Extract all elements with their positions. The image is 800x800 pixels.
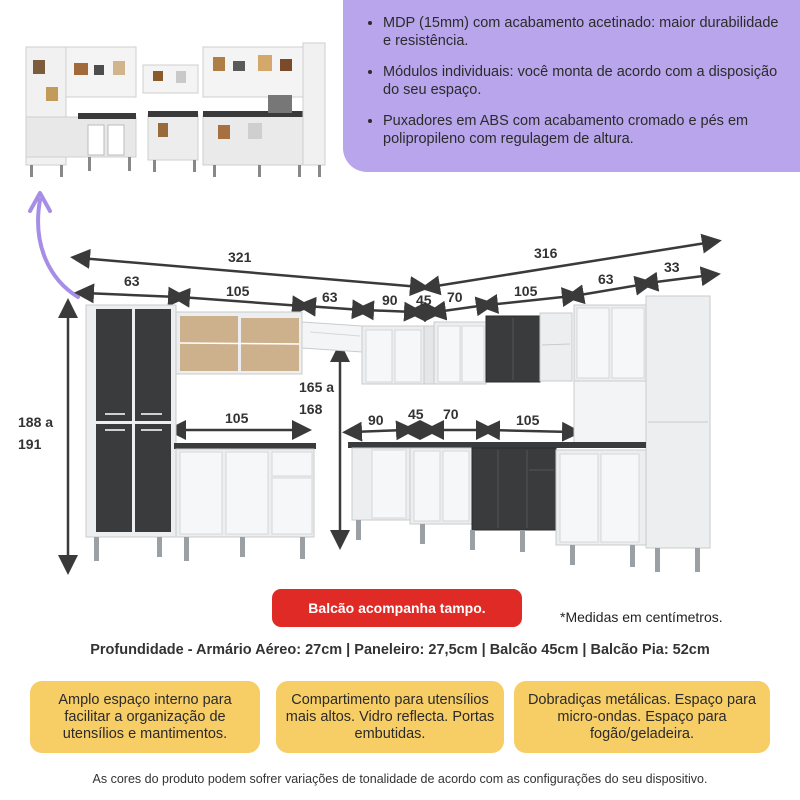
dim-height-mid: 165 a 168 — [299, 379, 335, 417]
callout-hinges: Dobradiças metálicas. Espaço para micro-ondas. Espaço para fogão/geladeira. — [514, 681, 770, 753]
dim-counter-left: 105 — [225, 410, 249, 426]
feature-item: • MDP (15mm) com acabamento acetinado: maior durabilidade e resistência. — [383, 14, 782, 50]
dim-total-left: 321 — [228, 249, 252, 265]
color-disclaimer: As cores do produto podem sofrer variações de tonalidade de acordo com as configurações do seu dispositivo. — [92, 772, 708, 786]
dim-counter: 90 — [368, 412, 384, 428]
dim-top: 63 — [322, 289, 338, 305]
tampo-badge: Balcão acompanha tampo. — [272, 589, 522, 627]
dim-height-left: 188 a 191 — [18, 414, 54, 452]
dim-top: 90 — [382, 292, 398, 308]
feature-item: • Módulos individuais: você monta de acordo com a disposição do seu espaço. — [383, 63, 782, 99]
dim-top: 63 — [124, 273, 140, 289]
callout-storage: Amplo espaço interno para facilitar a organização de utensílios e mantimentos. — [30, 681, 260, 753]
dim-counter: 45 — [408, 406, 424, 422]
depth-info: Profundidade - Armário Aéreo: 27cm | Paneleiro: 27,5cm | Balcão 45cm | Balcão Pia: 52cm — [90, 642, 710, 658]
dim-top: 33 — [664, 259, 680, 275]
dim-counter: 105 — [516, 412, 540, 428]
dim-top: 45 — [416, 292, 432, 308]
dim-total-right: 316 — [534, 245, 558, 261]
callout-compartment: Compartimento para utensílios mais altos. Vidro reflecta. Portas embutidas. — [276, 681, 504, 753]
dim-top: 105 — [226, 283, 250, 299]
measurements-note: *Medidas em centímetros. — [560, 609, 723, 625]
dim-counter: 70 — [443, 406, 459, 422]
dim-top: 70 — [447, 289, 463, 305]
feature-item: • Puxadores em ABS com acabamento cromado e pés em polipropileno com regulagem de altura. — [383, 112, 782, 148]
dim-top: 63 — [598, 271, 614, 287]
dim-top: 105 — [514, 283, 538, 299]
